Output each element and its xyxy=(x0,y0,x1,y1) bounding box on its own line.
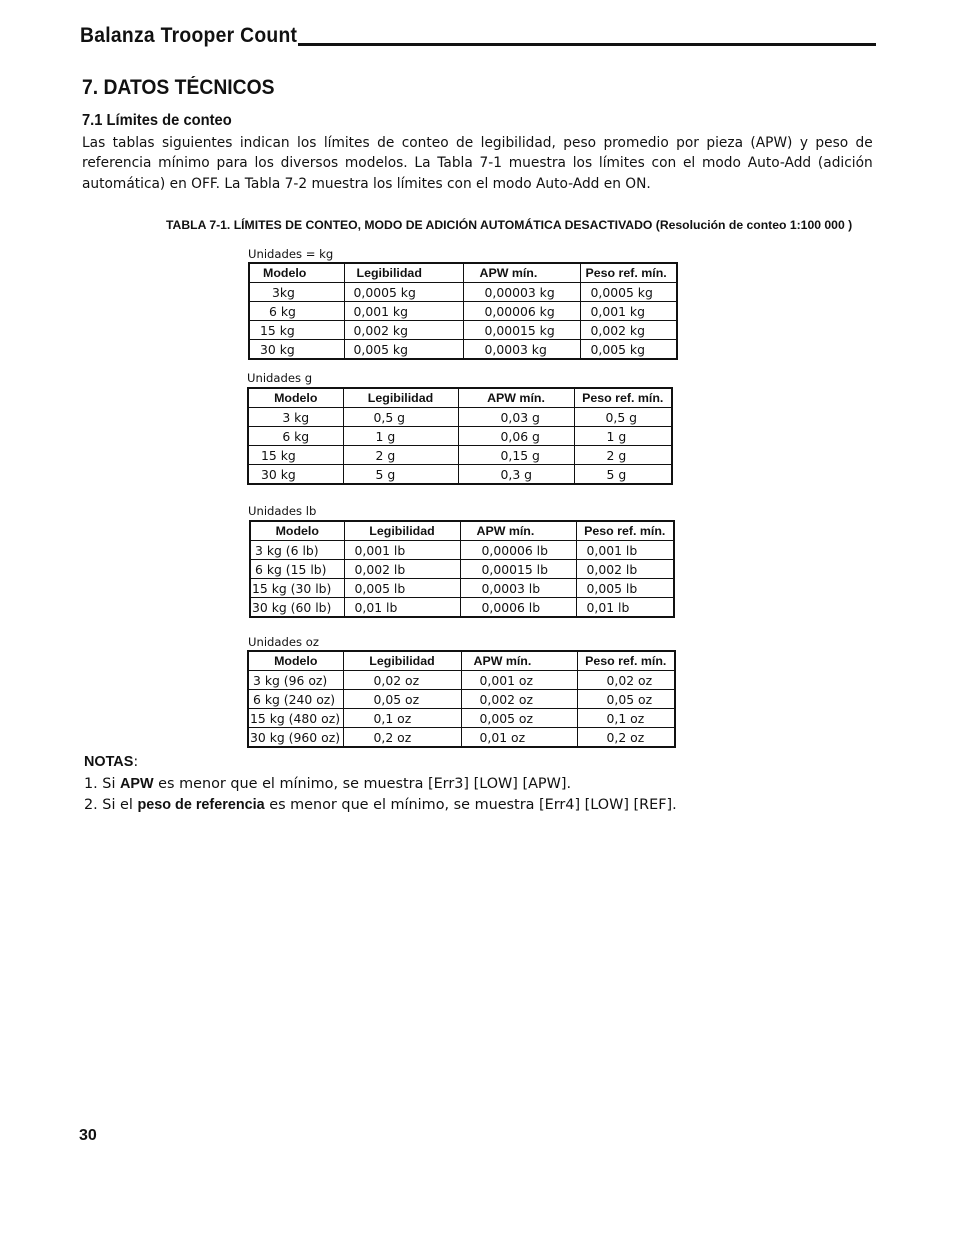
cell-ref-weight: 0,005 kg xyxy=(580,340,677,360)
table-row xyxy=(248,446,672,465)
cell-legibility: 0,001 lb xyxy=(344,541,460,560)
cell-legibility: 0,002 kg xyxy=(344,321,463,340)
note-item xyxy=(84,795,677,817)
note-text: 1. Si xyxy=(84,775,121,792)
cell-apw: 0,03 g xyxy=(458,408,574,427)
page-number: 30 xyxy=(79,1127,97,1144)
column-header-legibilidad: Legibilidad xyxy=(343,388,458,408)
column-header-peso-ref: Peso ref. mín. xyxy=(576,521,674,541)
limits-table-lb xyxy=(249,520,675,618)
cell-ref-weight: 0,2 oz xyxy=(577,728,675,748)
cell-apw: 0,00015 kg xyxy=(463,321,580,340)
cell-ref-weight: 0,001 lb xyxy=(576,541,674,560)
cell-apw: 0,01 oz xyxy=(461,728,577,748)
table-header-row xyxy=(248,388,672,408)
cell-apw: 0,15 g xyxy=(458,446,574,465)
cell-apw: 0,00006 lb xyxy=(460,541,576,560)
unit-label-oz: Unidades oz xyxy=(248,635,319,649)
table-row xyxy=(250,579,674,598)
cell-model: 30 kg (960 oz) xyxy=(248,728,343,748)
cell-apw: 0,002 oz xyxy=(461,690,577,709)
cell-apw: 0,0003 lb xyxy=(460,579,576,598)
cell-legibility: 0,2 oz xyxy=(343,728,461,748)
column-header-apw: APW mín. xyxy=(463,263,580,283)
cell-model: 3 kg xyxy=(248,408,343,427)
document-title: Balanza Trooper Count xyxy=(80,24,298,47)
cell-model: 3 kg (6 lb) xyxy=(250,541,344,560)
cell-ref-weight: 0,02 oz xyxy=(577,671,675,690)
cell-legibility: 0,001 kg xyxy=(344,302,463,321)
cell-model: 3kg xyxy=(249,283,344,302)
cell-legibility: 0,0005 kg xyxy=(344,283,463,302)
note-text: es menor que el mínimo, se muestra [Err3] [LOW] [APW]. xyxy=(153,775,572,792)
cell-ref-weight: 0,1 oz xyxy=(577,709,675,728)
cell-legibility: 0,5 g xyxy=(343,408,458,427)
table-header-row xyxy=(249,263,677,283)
header-rule xyxy=(298,43,876,46)
column-header-peso-ref: Peso ref. mín. xyxy=(580,263,677,283)
cell-apw: 0,06 g xyxy=(458,427,574,446)
cell-legibility: 0,01 lb xyxy=(344,598,460,618)
column-header-modelo: Modelo xyxy=(249,263,344,283)
table-row xyxy=(249,340,677,360)
column-header-modelo: Modelo xyxy=(248,388,343,408)
table-header-row xyxy=(250,521,674,541)
column-header-legibilidad: Legibilidad xyxy=(343,651,461,671)
cell-model: 6 kg (15 lb) xyxy=(250,560,344,579)
column-header-apw: APW mín. xyxy=(461,651,577,671)
cell-model: 30 kg xyxy=(249,340,344,360)
column-header-legibilidad: Legibilidad xyxy=(344,521,460,541)
table-row xyxy=(248,690,675,709)
cell-apw: 0,0003 kg xyxy=(463,340,580,360)
cell-legibility: 0,02 oz xyxy=(343,671,461,690)
cell-model: 3 kg (96 oz) xyxy=(248,671,343,690)
column-header-legibilidad: Legibilidad xyxy=(344,263,463,283)
table-row xyxy=(249,321,677,340)
table-row xyxy=(248,408,672,427)
cell-legibility: 0,1 oz xyxy=(343,709,461,728)
table-row xyxy=(248,709,675,728)
table-row xyxy=(248,671,675,690)
cell-legibility: 0,05 oz xyxy=(343,690,461,709)
cell-ref-weight: 0,0005 kg xyxy=(580,283,677,302)
cell-legibility: 1 g xyxy=(343,427,458,446)
cell-ref-weight: 1 g xyxy=(574,427,672,446)
table-row xyxy=(249,302,677,321)
cell-ref-weight: 0,002 lb xyxy=(576,560,674,579)
cell-apw: 0,00003 kg xyxy=(463,283,580,302)
cell-ref-weight: 0,01 lb xyxy=(576,598,674,618)
table-row xyxy=(250,560,674,579)
intro-paragraph: Las tablas siguientes indican los límites de conteo de legibilidad, peso promedio por pieza (APW) y peso de referencia mínimo para los diversos modelos. La Tabla 7-1 muestra los límites con el modo Auto-Add (adición automática) en OFF. La Tabla 7-2 muestra los límites con el modo Auto-Add en ON. xyxy=(82,135,873,192)
unit-label-kg: Unidades = kg xyxy=(248,247,334,261)
column-header-apw: APW mín. xyxy=(460,521,576,541)
cell-model: 15 kg (30 lb) xyxy=(250,579,344,598)
page-header xyxy=(80,24,876,52)
cell-model: 30 kg (60 lb) xyxy=(250,598,344,618)
column-header-peso-ref: Peso ref. mín. xyxy=(577,651,675,671)
note-emphasis: APW xyxy=(120,775,154,792)
cell-legibility: 0,005 lb xyxy=(344,579,460,598)
cell-model: 6 kg (240 oz) xyxy=(248,690,343,709)
table-row xyxy=(250,598,674,618)
cell-ref-weight: 2 g xyxy=(574,446,672,465)
column-header-peso-ref: Peso ref. mín. xyxy=(574,388,672,408)
cell-legibility: 2 g xyxy=(343,446,458,465)
unit-label-lb: Unidades lb xyxy=(248,504,317,518)
cell-ref-weight: 5 g xyxy=(574,465,672,485)
limits-table-oz xyxy=(247,650,676,748)
cell-model: 15 kg (480 oz) xyxy=(248,709,343,728)
cell-apw: 0,3 g xyxy=(458,465,574,485)
table-caption: TABLA 7-1. LÍMITES DE CONTEO, MODO DE ADICIÓN AUTOMÁTICA DESACTIVADO (Resolución de conteo 1:100 000 ) xyxy=(166,218,853,232)
notes-section xyxy=(84,752,677,817)
cell-apw: 0,00006 kg xyxy=(463,302,580,321)
note-text: 2. Si el xyxy=(84,797,138,813)
cell-model: 15 kg xyxy=(249,321,344,340)
cell-apw: 0,005 oz xyxy=(461,709,577,728)
cell-ref-weight: 0,005 lb xyxy=(576,579,674,598)
cell-legibility: 0,005 kg xyxy=(344,340,463,360)
table-row xyxy=(249,283,677,302)
column-header-modelo: Modelo xyxy=(248,651,343,671)
cell-ref-weight: 0,05 oz xyxy=(577,690,675,709)
cell-ref-weight: 0,5 g xyxy=(574,408,672,427)
cell-apw: 0,00015 lb xyxy=(460,560,576,579)
note-text: es menor que el mínimo, se muestra [Err4] [LOW] [REF]. xyxy=(264,797,677,813)
cell-ref-weight: 0,002 kg xyxy=(580,321,677,340)
table-header-row xyxy=(248,651,675,671)
cell-legibility: 5 g xyxy=(343,465,458,485)
column-header-apw: APW mín. xyxy=(458,388,574,408)
table-row xyxy=(248,728,675,748)
note-item xyxy=(84,774,677,796)
column-header-modelo: Modelo xyxy=(250,521,344,541)
cell-model: 6 kg xyxy=(248,427,343,446)
table-row xyxy=(248,465,672,485)
table-row xyxy=(250,541,674,560)
note-emphasis: peso de referencia xyxy=(137,797,265,813)
notes-heading-colon: : xyxy=(133,754,139,770)
cell-model: 30 kg xyxy=(248,465,343,485)
cell-legibility: 0,002 lb xyxy=(344,560,460,579)
cell-model: 6 kg xyxy=(249,302,344,321)
cell-ref-weight: 0,001 kg xyxy=(580,302,677,321)
notes-heading: NOTAS xyxy=(84,754,134,770)
notes-heading-line xyxy=(84,752,677,774)
cell-model: 15 kg xyxy=(248,446,343,465)
table-row xyxy=(248,427,672,446)
subsection-title: 7.1 Límites de conteo xyxy=(82,112,232,129)
cell-apw: 0,0006 lb xyxy=(460,598,576,618)
limits-table-g xyxy=(247,387,673,485)
cell-apw: 0,001 oz xyxy=(461,671,577,690)
unit-label-g: Unidades g xyxy=(247,371,313,385)
limits-table-kg xyxy=(248,262,678,360)
section-title: 7. DATOS TÉCNICOS xyxy=(82,76,275,99)
